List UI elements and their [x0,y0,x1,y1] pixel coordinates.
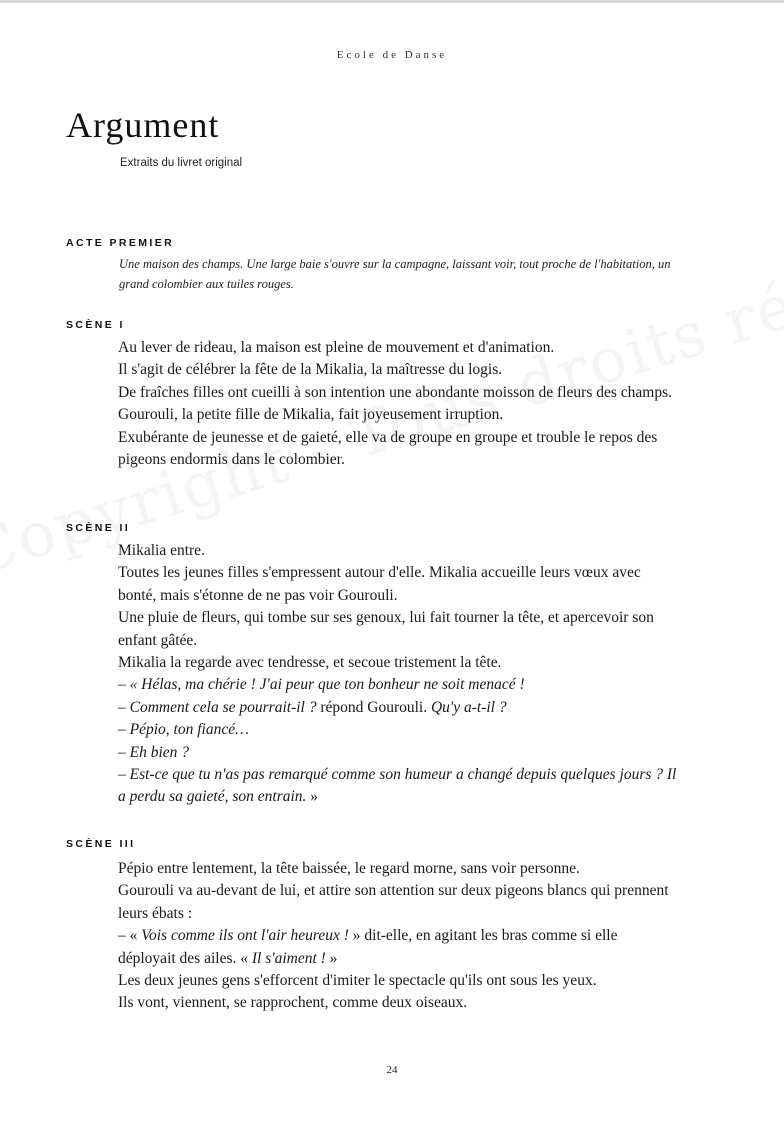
scene-2-text [118,540,678,809]
scene-1-heading: SCÈNE I [66,319,125,331]
dialogue-roman: – « [118,927,142,945]
page-subtitle: Extraits du livret original [120,157,243,169]
dialogue-line: – « Hélas, ma chérie ! J'ai peur que ton bonheur ne soit menacé ! [118,676,525,694]
scene-1-paragraph: Gourouli, la petite fille de Mikalia, fait joyeusement irruption. [118,406,504,424]
scene-2-heading: SCÈNE II [66,522,131,534]
scene-3-paragraph: Les deux jeunes gens s'efforcent d'imiter le spectacle qu'ils ont sous les yeux. [118,972,597,990]
dialogue-roman: » dit-elle, en agitant les bras comme si elle déployait des ailes. « [118,927,618,967]
scene-1-paragraph: Il s'agit de célébrer la fête de la Mikalia, la maîtresse du logis. [118,361,503,379]
dialogue-line: – Pépio, ton fiancé… [118,721,249,739]
dialogue-line [118,697,678,719]
scene-2-paragraph: Toutes les jeunes filles s'empressent autour d'elle. Mikalia accueille leurs vœux avec bonté, mais s'étonne de ne pas voir Gourouli. [118,564,641,604]
dialogue-italic: Qu'y a-t-il ? [430,698,507,716]
scene-3-heading: SCÈNE III [66,838,136,850]
scene-3-paragraph: Ils vont, viennent, se rapprochent, comme deux oiseaux. [118,994,468,1012]
dialogue-roman: répond Gourouli. [316,698,431,716]
dialogue-italic: – Est-ce que tu n'as pas remarqué comme son humeur a changé depuis quelques jours ? Il a perdu sa gaieté, son entrain. [118,766,677,806]
page-title: Argument [66,105,220,145]
running-head: Ecole de Danse [336,49,448,61]
dialogue-line [118,925,678,970]
act-stage-direction: Une maison des champs. Une large baie s'ouvre sur la campagne, laissant voir, tout proche de l'habitation, un grand colombier aux tuiles rouges. [119,257,671,291]
scene-3-paragraph: Gourouli va au-devant de lui, et attire son attention sur deux pigeons blancs qui prennent leurs ébats : [118,882,669,922]
scene-2-paragraph: Mikalia entre. [118,542,205,559]
scene-1-paragraph: Au lever de rideau, la maison est pleine de mouvement et d'animation. [118,339,555,356]
scene-1-paragraph: De fraîches filles ont cueilli à son intention une abondante moisson de fleurs des champs. [118,383,672,401]
scene-3-paragraph: Pépio entre lentement, la tête baissée, le regard morne, sans voir personne. [118,860,580,877]
page-edge [0,0,784,3]
scene-2-paragraph: Mikalia la regarde avec tendresse, et secoue tristement la tête. [118,654,502,672]
scene-1-paragraph: Exubérante de jeunesse et de gaieté, elle va de groupe en groupe et trouble le repos des pigeons endormis dans le colombier. [118,428,658,469]
dialogue-line [118,764,678,809]
dialogue-italic: Vois comme ils ont l'air heureux ! [141,927,349,945]
dialogue-italic: Il s'aiment ! [251,949,326,967]
page-number: 24 [386,1064,398,1076]
dialogue-italic: – Comment cela se pourrait-il ? [118,698,317,716]
dialogue-roman: » [325,949,338,967]
dialogue-line: – Eh bien ? [118,743,190,761]
scene-2-paragraph: Une pluie de fleurs, qui tombe sur ses genoux, lui fait tourner la tête, et apercevoir son enfant gâtée. [118,609,654,649]
dialogue-roman: » [306,788,319,806]
scene-1-text [118,337,678,471]
act-heading: ACTE PREMIER [66,237,175,249]
scene-3-text [118,858,678,1015]
